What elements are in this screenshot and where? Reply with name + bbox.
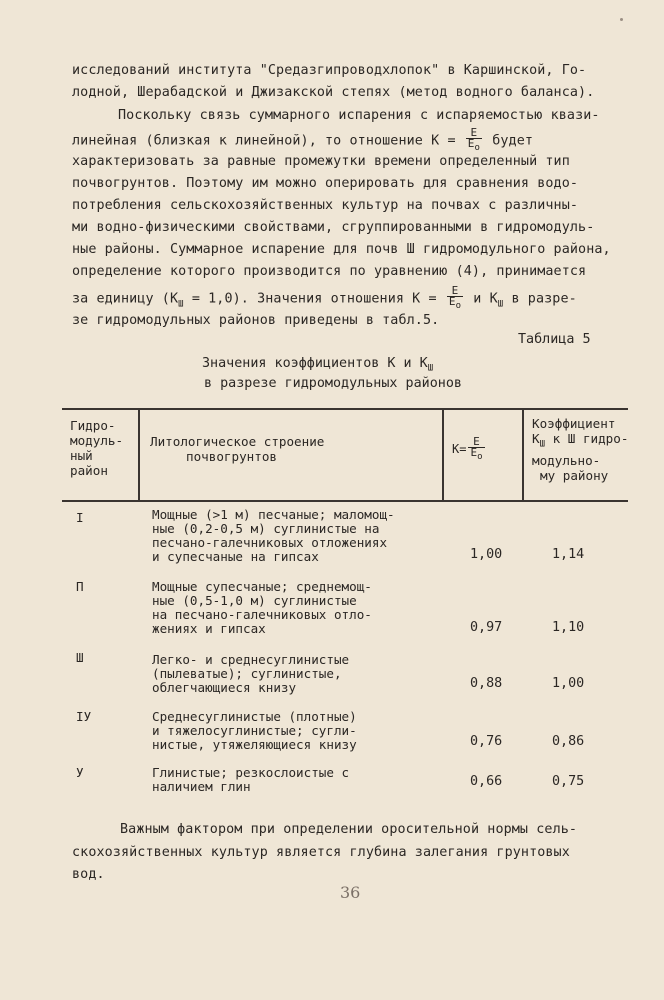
table-row-region: П [76,579,84,594]
paragraph-line: потребления сельскохозяйственных культур на почвах с различны- [72,198,579,213]
paragraph-line-with-fraction [72,128,533,153]
den-subscript: о [474,143,481,154]
header-line [532,431,628,453]
table-cell-k3: 0,86 [552,734,585,749]
paragraph-line-with-fraction [72,286,577,313]
desc-line: Мощные супесчаные; среднемощ- [152,579,372,594]
paragraph-line: почвогрунтов. Поэтому им можно оперировать для сравнения водо- [72,176,579,191]
ratio-fraction [468,437,484,462]
desc-line: (пылеватые); суглинистые, [152,666,342,681]
table-cell-k: 0,66 [470,774,503,789]
title-text: Значения коэффициентов К и К [202,356,428,371]
header-line: Коэффициент [532,416,616,431]
paragraph-line: скохозяйственных культур является глубина залегания грунтовых [72,845,570,860]
table-cell-k3: 1,00 [552,676,585,691]
table-row-region: Ш [76,650,84,665]
table-title-line2: в разрезе гидромодульных районов [204,376,462,391]
page-number: 36 [340,883,361,902]
paragraph-line: исследований института "Средазгипроводхлопок" в Каршинской, Го- [72,63,587,78]
paragraph-line: лодной, Шерабадской и Джизакской степях (метод водного баланса). [72,85,595,100]
k-subscript: Ш [178,299,184,310]
table-cell-k3: 1,14 [552,547,585,562]
column-divider [442,408,444,500]
desc-line: Глинистые; резкослоистые с [152,765,350,780]
table-cell-k: 0,88 [470,676,503,691]
header-line: Литологическое строение [150,434,325,449]
header-coefficient [532,416,628,483]
table-label: Таблица 5 [518,332,591,347]
paragraph-line: характеризовать за равные промежутки времени определенный тип [72,154,570,169]
table-row-description [152,710,357,752]
desc-line: Мощные (>1 м) песчаные; маломощ- [152,507,395,522]
paragraph-line: зе гидромодульных районов приведены в табл.5. [72,313,440,328]
header-line: му району [540,467,609,483]
desc-line: на песчано-галечниковых отло- [152,607,372,622]
den-symbol: Е [470,446,478,459]
table-row-description [152,653,349,695]
paragraph-line: ми водно-физическими свойствами, сгруппированными в гидромодуль- [72,220,595,235]
title-subscript: Ш [427,363,434,374]
paragraph-line: Поскольку связь суммарного испарения с испаряемостью квази- [118,108,600,123]
table-cell-k3: 0,75 [552,774,585,789]
table-row-description [152,580,372,636]
fraction-numerator: Е [447,286,463,297]
desc-line: и тяжелосуглинистые; сугли- [152,723,357,738]
table-cell-k: 0,76 [470,734,503,749]
text-segment: за единицу (К [72,291,179,307]
fraction-numerator: Е [466,128,482,139]
paragraph-line: ные районы. Суммарное испарение для почв Ш гидромодульного района, [72,242,611,257]
header-line: Гидро- [70,418,116,433]
table-row-region: I [76,510,84,525]
text-segment: в разре- [511,291,577,307]
text-segment: будет [492,133,534,149]
text-segment: и К [473,291,498,307]
header-lithology [150,434,324,464]
text-segment: = 1,0). Значения отношения К = [191,291,437,307]
desc-line: наличием глин [152,779,251,794]
k-subscript: Ш [497,299,504,310]
den-subscript: о [477,452,483,463]
header-line: модульно- [532,452,601,468]
fraction-denominator [468,448,484,462]
header-line: модуль- [70,433,124,448]
header-line: район [70,463,108,478]
ratio-fraction [466,128,482,153]
desc-line: облегчающиеся книзу [152,680,297,695]
header-k-prefix: К= [452,442,467,457]
paragraph-line: определение которого производится по уравнению (4), принимается [72,264,587,279]
desc-line: жениях и гипсах [152,621,266,636]
desc-line: и супесчаные на гипсах [152,549,319,564]
desc-line: ные (0,2-0,5 м) суглинистые на [152,521,380,536]
table-cell-k: 1,00 [470,547,503,562]
k-subscript: Ш [539,439,546,450]
desc-line: нистые, утяжеляющиеся книзу [152,737,357,752]
paragraph-line: вод. [72,867,105,882]
table-cell-k3: 1,10 [552,620,585,635]
header-line: почвогрунтов [186,449,277,464]
header-line: ный [70,448,93,463]
table-row-description [152,766,349,794]
column-divider [522,408,524,500]
den-subscript: о [455,301,462,312]
speck [620,18,623,21]
desc-line: ные (0,5-1,0 м) суглинистые [152,593,357,608]
table-row-region: У [76,765,84,780]
desc-line: Легко- и среднесуглинистые [152,652,350,667]
header-text: к Ш гидро- [552,431,629,446]
text-segment: линейная (близкая к линейной), то отношение К = [72,133,456,149]
fraction-numerator: Е [468,437,484,448]
fraction-denominator [447,297,463,311]
table-row-description [152,508,395,564]
header-region [70,418,123,478]
header-k-ratio [452,437,487,462]
den-symbol: Е [448,295,456,308]
desc-line: песчано-галечниковых отложениях [152,535,388,550]
paragraph-line: Важным фактором при определении оросительной нормы сель- [120,822,578,837]
desc-line: Среднесуглинистые (плотные) [152,709,357,724]
fraction-denominator [466,139,482,153]
table-row-region: IУ [76,709,92,724]
ratio-fraction [447,286,463,311]
k-symbol: К [532,431,540,446]
den-symbol: Е [467,137,475,150]
column-divider [138,408,140,500]
table-cell-k: 0,97 [470,620,503,635]
